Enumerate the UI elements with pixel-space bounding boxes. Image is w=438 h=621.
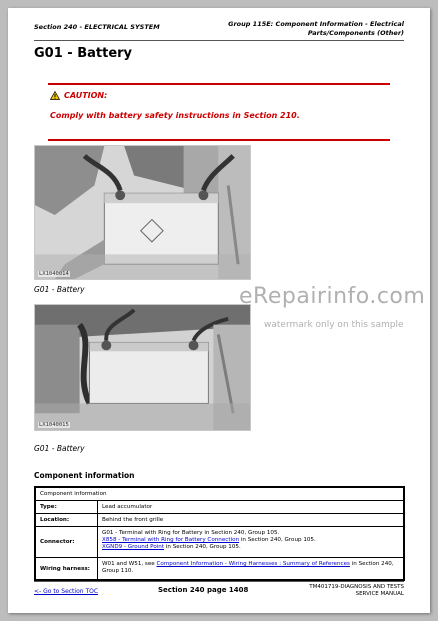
connector-line-3-rest: in Section 240, Group 105. (164, 544, 241, 550)
wiring-harness-value (98, 558, 403, 579)
table-header: Component information (40, 491, 107, 497)
header-divider (34, 40, 404, 41)
warning-triangle-icon (50, 91, 60, 100)
connector-line-2-rest: in Section 240, Group 105. (239, 537, 316, 543)
connector-value (98, 527, 403, 557)
connector-line-2 (102, 537, 399, 544)
document-id-line-1: TM401719-DIAGNOSIS AND TESTS (309, 584, 404, 590)
footer-divider (34, 581, 404, 582)
battery-photo-2-image (35, 305, 250, 430)
location-value: Behind the front grille (102, 517, 164, 523)
caution-message: Comply with battery safety instructions in Section 210. (50, 111, 300, 120)
type-value: Lead accumulator (102, 504, 153, 510)
section-header: Section 240 - ELECTRICAL SYSTEM (34, 23, 160, 31)
caution-label: CAUTION: (64, 91, 108, 100)
battery-photo-1 (34, 145, 251, 280)
wiring-harness-link[interactable]: Component Information - Wiring Harnesses : Summary of References (156, 561, 350, 567)
figure-caption-2: G01 - Battery (34, 444, 85, 453)
xgnd9-link[interactable]: XGND9 - Ground Point (102, 544, 165, 550)
component-info-heading: Component information (34, 471, 135, 480)
watermark-note: watermark only on this sample (264, 320, 404, 330)
page-title: G01 - Battery (34, 46, 133, 61)
page-number: Section 240 page 1408 (158, 586, 249, 594)
connector-label: Connector: (36, 527, 98, 557)
section-toc-link[interactable]: <- Go to Section TOC (34, 588, 99, 595)
battery-photo-1-image (35, 146, 250, 279)
table-header-row (36, 488, 403, 500)
connector-line-1: G01 - Terminal with Ring for Battery in Section 240, Group 105. (102, 530, 280, 536)
table-row (36, 513, 403, 526)
battery-photo-2 (34, 304, 251, 431)
caution-bottom-rule (48, 139, 390, 141)
connector-line-3 (102, 544, 399, 551)
document-id (264, 584, 404, 598)
figure-caption-1: G01 - Battery (34, 285, 85, 294)
manual-page (8, 8, 430, 613)
component-info-table (34, 486, 405, 581)
wiring-post: in Section 240, Group 110. (102, 561, 394, 574)
wiring-harness-label: Wiring harness: (36, 558, 98, 579)
type-label: Type: (36, 501, 98, 513)
caution-label-row (50, 91, 107, 100)
table-row (36, 500, 403, 513)
figure-code-1: LX1040014 (39, 271, 69, 277)
wiring-pre: W01 and W51, see (102, 561, 157, 567)
x858-link[interactable]: X858 - Terminal with Ring for Battery Connection (102, 537, 240, 543)
location-label: Location: (36, 514, 98, 526)
group-header: Group 115E: Component Information - Electrical Parts/Components (Other) (228, 20, 404, 37)
table-row (36, 557, 403, 579)
figure-code-2: LX1040015 (39, 422, 69, 428)
watermark-brand: eRepairinfo.com (239, 284, 426, 309)
document-id-line-2: SERVICE MANUAL (355, 591, 404, 597)
table-row (36, 526, 403, 557)
caution-top-rule (48, 83, 390, 85)
